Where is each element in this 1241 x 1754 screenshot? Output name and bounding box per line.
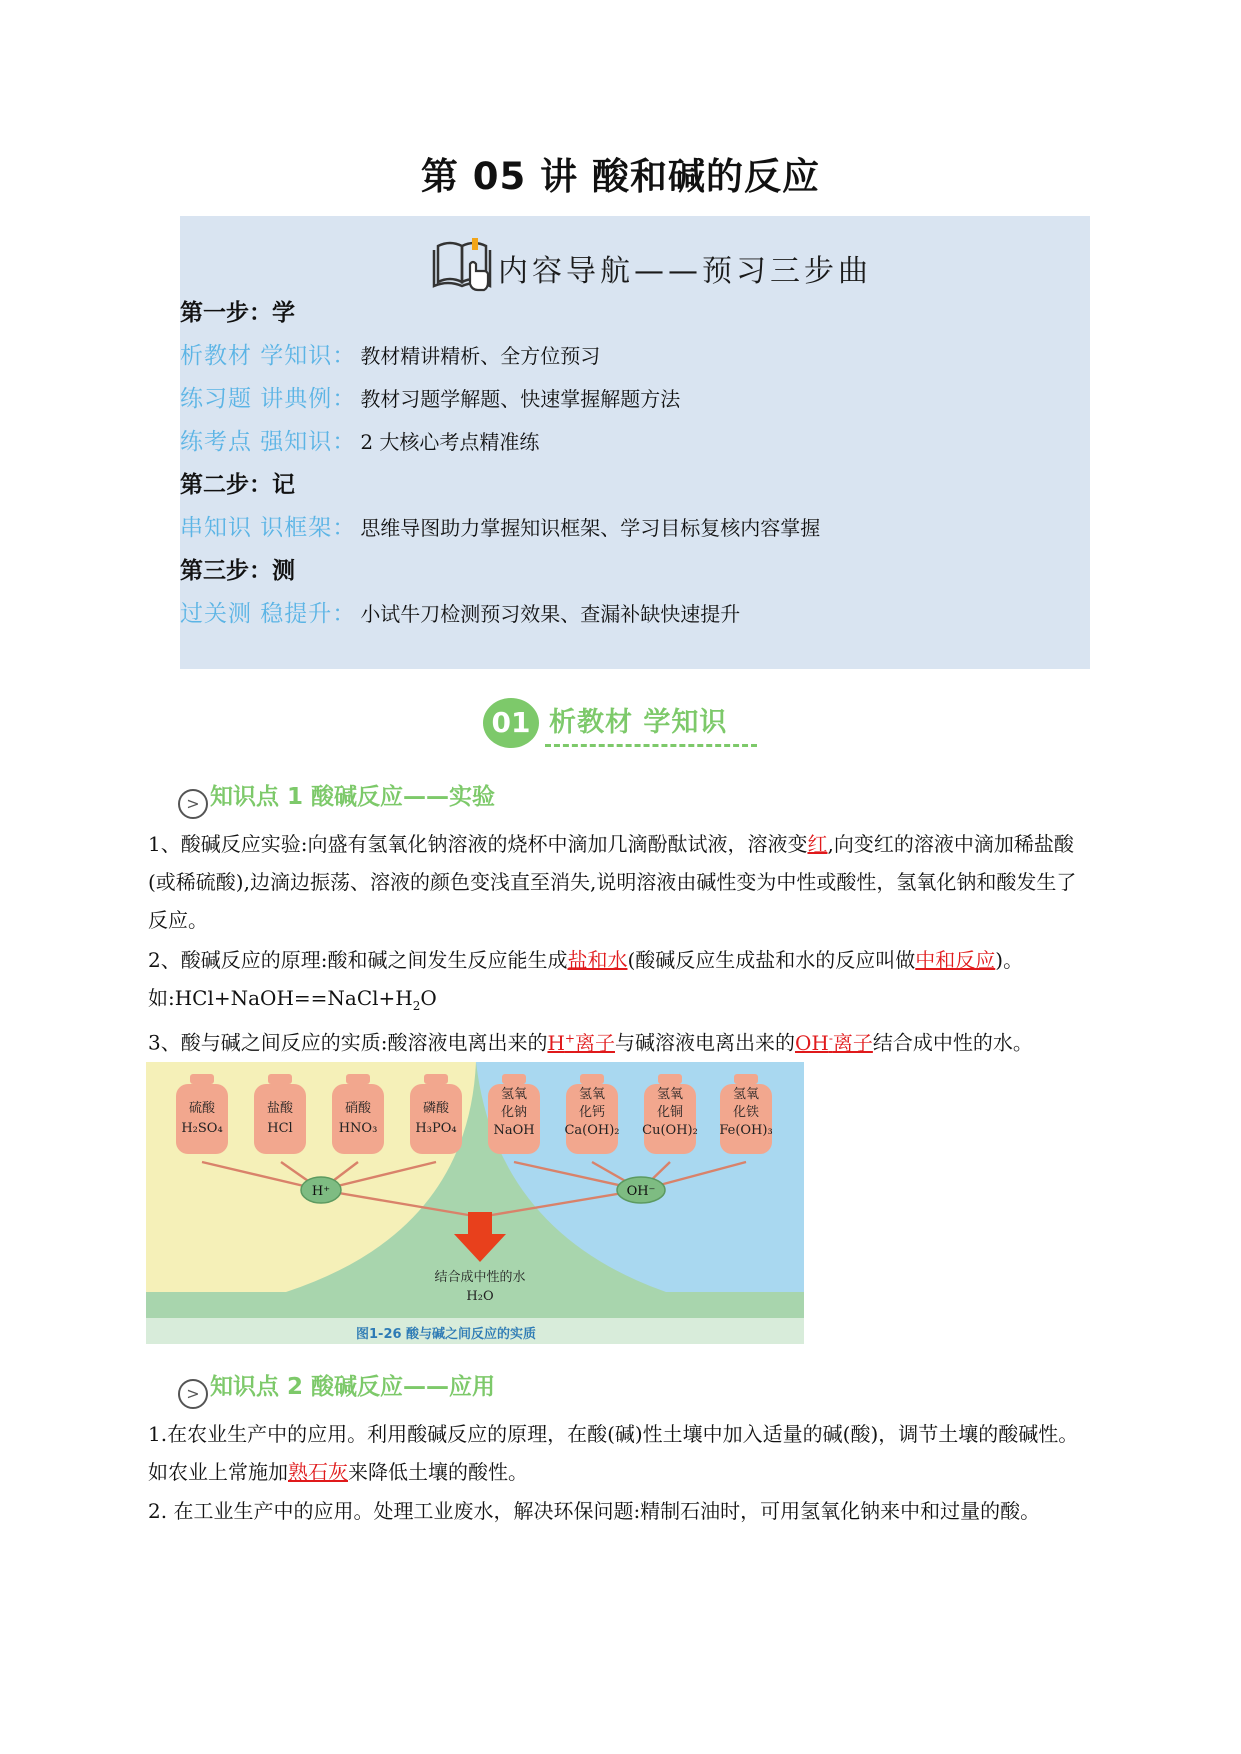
text: (酸碱反应生成盐和水的反应叫做 (627, 948, 916, 972)
step-2-label: 第二步：记 (180, 472, 295, 498)
text: 离子 (574, 1030, 615, 1055)
subscript: 2 (412, 999, 421, 1013)
text: 2、酸碱反应的原理:酸和碱之间发生反应能生成 (148, 948, 568, 972)
text: OH (794, 1030, 829, 1055)
nav-header-title: 内容导航——预习三步曲 (498, 254, 872, 289)
text: 3、酸与碱之间反应的实质:酸溶液电离出来的 (148, 1030, 548, 1055)
nav-row-key: 练考点 强知识： (180, 429, 357, 455)
section-label: 析教材 学知识 (549, 707, 728, 738)
kp1-paragraph-3 (148, 1019, 1093, 1062)
knowledge-point-1-heading (178, 778, 495, 819)
text: H (547, 1030, 565, 1055)
kp1-paragraph-2 (148, 941, 1093, 1025)
base-formula: Ca(OH)₂ (564, 1123, 620, 1138)
nav-row-key: 串知识 识框架： (180, 515, 357, 541)
nav-row-key: 过关测 稳提升： (180, 601, 357, 627)
base-name: 化铜 (656, 1105, 684, 1120)
acid-name: 硝酸 (344, 1101, 372, 1116)
base-formula: NaOH (493, 1123, 535, 1138)
kp2-paragraph-1 (148, 1415, 1093, 1491)
acid-formula: HCl (267, 1121, 293, 1136)
highlight-answer (547, 1031, 615, 1055)
nav-row (180, 380, 680, 413)
highlight-answer: 熟石灰 (288, 1460, 348, 1484)
base-formula: Cu(OH)₂ (642, 1123, 698, 1138)
text: 1.在农业生产中的应用。利用酸碱反应的原理，在酸(碱)性土壤中加入适量的碱(酸)，调节土壤的酸碱性。如农业上常施加 (148, 1422, 1079, 1484)
content-navigation-box (180, 216, 1090, 669)
figure-caption: 图1-26 酸与碱之间反应的实质 (356, 1327, 537, 1342)
kp1-paragraph-1 (148, 825, 1093, 939)
equation: 如:HCl+NaOH==NaCl+H (148, 986, 413, 1010)
acid-formula: H₃PO₄ (415, 1121, 457, 1136)
text: 离子 (832, 1030, 873, 1055)
highlight-answer: 盐和水 (567, 948, 628, 972)
base-name: 化铁 (732, 1105, 760, 1120)
base-name: 氢氧 (732, 1087, 760, 1102)
nav-row (180, 337, 600, 370)
acid-base-reaction-figure (146, 1062, 804, 1344)
text: 1、酸碱反应实验:向盛有氢氧化钠溶液的烧杯中滴加几滴酚酞试液，溶液变 (148, 832, 808, 856)
text: 与碱溶液电离出来的 (614, 1030, 795, 1055)
knowledge-point-1-title: 知识点 1 酸碱反应——实验 (210, 784, 496, 810)
acid-formula: HNO₃ (338, 1121, 378, 1136)
section-heading (483, 694, 763, 756)
section-number-badge: 01 (483, 698, 539, 748)
step-1-label: 第一步：学 (180, 300, 295, 326)
text: O (420, 986, 437, 1010)
base-formula: Fe(OH)₃ (719, 1123, 773, 1138)
nav-row (180, 595, 740, 628)
play-arrow-icon: > (178, 1379, 208, 1409)
step-3-label: 第三步：测 (180, 558, 295, 584)
knowledge-point-2-heading (178, 1368, 495, 1409)
h-ion-label: H⁺ (311, 1184, 331, 1199)
page-title: 第 05 讲 酸和碱的反应 (420, 155, 821, 198)
kp2-paragraph-2: 2. 在工业生产中的应用。处理工业废水，解决环保问题:精制石油时，可用氢氧化钠来中和过量的酸。 (148, 1499, 1041, 1523)
base-name: 化钙 (578, 1105, 606, 1120)
base-name: 氢氧 (578, 1087, 606, 1102)
nav-row-value: 2 大核心考点精准练 (360, 430, 540, 454)
nav-row-key: 析教材 学知识： (180, 343, 357, 369)
acid-name: 盐酸 (266, 1101, 294, 1116)
nav-row-value: 教材习题学解题、快速掌握解题方法 (360, 387, 681, 411)
section-underline (545, 744, 757, 747)
nav-row-value: 教材精讲精析、全方位预习 (360, 344, 601, 368)
nav-row-key: 练习题 讲典例： (180, 386, 357, 412)
base-name: 氢氧 (656, 1087, 684, 1102)
acid-formula: H₂SO₄ (181, 1121, 223, 1136)
nav-row-value: 思维导图助力掌握知识框架、学习目标复核内容掌握 (360, 516, 821, 540)
text: ,向变红的溶液中滴加稀盐酸(或稀硫酸),边滴边振荡、溶液的颜色变浅直至消失,说明溶液由碱性变为中性或酸性，氢氧化钠和酸发生了反应。 (148, 832, 1077, 932)
play-arrow-icon: > (178, 789, 208, 819)
book-pointer-icon (432, 234, 494, 292)
nav-row (180, 423, 539, 456)
oh-ion-label: OH⁻ (626, 1184, 656, 1199)
highlight-answer (795, 1031, 873, 1055)
result-formula: H₂O (466, 1289, 494, 1304)
text: )。 (995, 948, 1024, 972)
acid-name: 磷酸 (422, 1101, 450, 1116)
text: 结合成中性的水。 (872, 1030, 1033, 1055)
highlight-answer: 中和反应 (915, 948, 996, 972)
nav-row-value: 小试牛刀检测预习效果、查漏补缺快速提升 (360, 602, 741, 626)
nav-row (180, 509, 820, 542)
result-label: 结合成中性的水 (434, 1270, 526, 1285)
base-name: 氢氧 (500, 1087, 528, 1102)
base-name: 化钠 (500, 1105, 528, 1120)
nav-header (180, 232, 1090, 292)
text: 来降低土壤的酸性。 (348, 1460, 528, 1484)
superscript: + (564, 1031, 575, 1045)
acid-name: 硫酸 (188, 1101, 216, 1116)
highlight-answer: 红 (807, 832, 828, 856)
knowledge-point-2-title: 知识点 2 酸碱反应——应用 (210, 1374, 496, 1400)
superscript: - (828, 1031, 833, 1045)
